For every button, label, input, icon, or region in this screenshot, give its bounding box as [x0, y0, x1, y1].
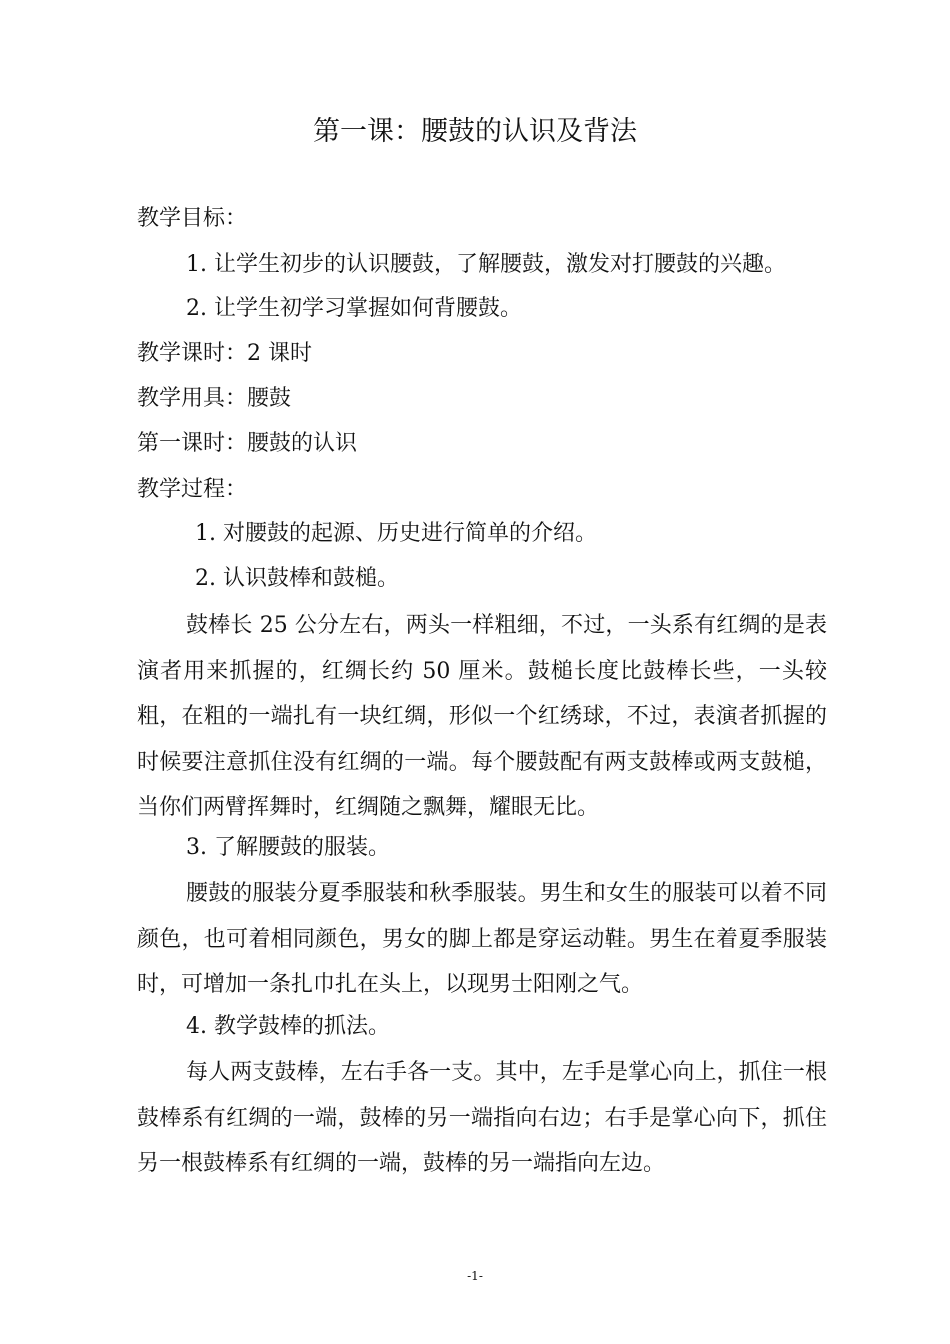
- step-2: 2. 认识鼓棒和鼓槌。: [195, 566, 399, 591]
- paragraph-grip: 每人两支鼓棒，左右手各一支。其中，左手是掌心向上，抓住一根鼓棒系有红绸的一端，鼓棒的另一端指向右边；右手是掌心向下，抓住另一根鼓棒系有红绸的一端，鼓棒的另一端指向左边。: [137, 1060, 827, 1176]
- objective-1: 1. 让学生初步的认识腰鼓，了解腰鼓，激发对打腰鼓的兴趣。: [186, 252, 786, 277]
- step-1: 1. 对腰鼓的起源、历史进行简单的介绍。: [195, 521, 597, 546]
- step-4: 4. 教学鼓棒的抓法。: [186, 1014, 390, 1039]
- objective-2: 2. 让学生初学习掌握如何背腰鼓。: [186, 296, 522, 321]
- paragraph-costume: 腰鼓的服装分夏季服装和秋季服装。男生和女生的服装可以着不同颜色，也可着相同颜色，男女的脚上都是穿运动鞋。男生在着夏季服装时，可增加一条扎巾扎在头上，以现男士阳刚之气。: [137, 881, 827, 997]
- teaching-tools: 教学用具：腰鼓: [137, 386, 292, 411]
- page-title: 第一课：腰鼓的认识及背法: [313, 116, 637, 147]
- first-lesson-heading: 第一课时：腰鼓的认识: [137, 431, 358, 456]
- step-3: 3. 了解腰鼓的服装。: [186, 835, 390, 860]
- paragraph-sticks: 鼓棒长 25 公分左右，两头一样粗细，不过，一头系有红绸的是表演者用来抓握的，红绸长约 50 厘米。鼓槌长度比鼓棒长些，一头较粗，在粗的一端扎有一块红绸，形似一个红绣球，不过，表演者抓握的时候要注意抓住没有红绸的一端。每个腰鼓配有两支鼓棒或两支鼓槌，当你们两臂挥舞时，红绸随之飘舞，耀眼无比。: [137, 613, 827, 820]
- page-number: -1-: [467, 1269, 483, 1283]
- process-label: 教学过程：: [137, 477, 248, 502]
- objectives-label: 教学目标：: [137, 206, 248, 231]
- class-hours: 教学课时：2 课时: [137, 341, 312, 366]
